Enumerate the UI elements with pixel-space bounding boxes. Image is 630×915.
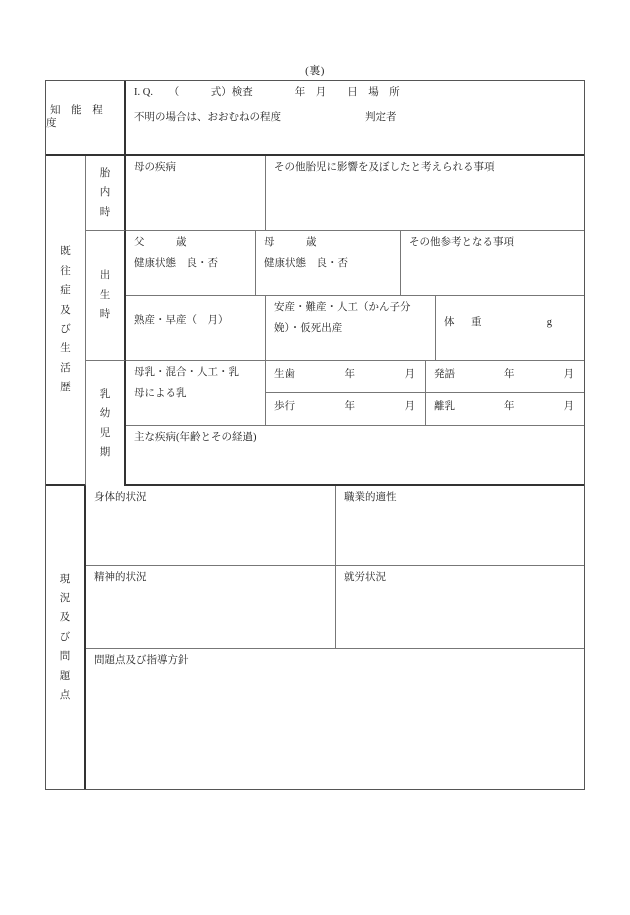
milestone-cell-walking (266, 393, 426, 426)
form-table (45, 80, 585, 790)
other-reference-label: その他参考となる事項 (409, 237, 514, 248)
infancy-label: 乳 幼 児 期 (99, 388, 111, 458)
current-label-cell (46, 486, 86, 789)
term-birth-field: 熟産・早産（ 月） (134, 315, 229, 326)
physical-status-cell (86, 486, 336, 566)
page-side-mark: (裏) (305, 65, 325, 77)
milestone-cell-teeth (266, 361, 426, 393)
milestone-name-speech: 発語 (434, 369, 455, 380)
employment-status-cell (336, 566, 584, 649)
infancy-label-cell (86, 361, 126, 486)
vocational-aptitude-label: 職業的適性 (344, 492, 397, 503)
intelligence-content-cell (126, 81, 584, 156)
main-illness-label: 主な疾病(年齢とその経過) (134, 432, 257, 443)
problems-guidance-label: 問題点及び指導方針 (94, 655, 189, 666)
term-birth-cell (126, 296, 266, 361)
milestone-year-weaning: 年 (504, 401, 515, 412)
delivery-type-line1: 安産・難産・人工（かん子分 (274, 302, 411, 313)
birth-weight-unit: g (546, 317, 552, 328)
prenatal-label-cell (86, 156, 126, 231)
birth-weight-cell (436, 296, 584, 361)
mother-illness-label: 母の疾病 (134, 162, 176, 173)
other-fetal-effects-cell (266, 156, 584, 231)
unknown-degree-line: 不明の場合は、おおむねの程度 判定者 (134, 112, 397, 124)
birth-label: 出 生 時 (99, 270, 111, 321)
milestone-name-teeth: 生歯 (274, 369, 295, 380)
history-label: 既 往 症 及 び 生 活 歴 (60, 246, 71, 394)
delivery-type-line2: 娩）・仮死出産 (274, 323, 343, 335)
milestone-month-speech: 月 (563, 369, 574, 380)
milestone-cell-weaning (426, 393, 584, 426)
iq-test-line: I. Q. （ 式）検査 年 月 日 場 所 (134, 87, 400, 98)
main-illness-cell (126, 426, 584, 486)
milestone-year-speech: 年 (504, 369, 515, 380)
birth-label-cell (86, 231, 126, 361)
milestone-month-walking: 月 (404, 401, 415, 412)
vocational-aptitude-cell (336, 486, 584, 566)
mental-status-cell (86, 566, 336, 649)
other-reference-cell (401, 231, 584, 296)
mother-health-field: 健康状態 良・否 (264, 258, 348, 270)
milestone-cell-speech (426, 361, 584, 393)
feeding-method-line1: 母乳・混合・人工・乳 (134, 367, 239, 378)
milestone-year-walking: 年 (344, 401, 355, 412)
mother-illness-cell (126, 156, 266, 231)
delivery-type-cell (266, 296, 436, 361)
milestone-month-weaning: 月 (563, 401, 574, 412)
problems-guidance-cell (86, 649, 584, 789)
father-age-field: 父 歳 (134, 237, 187, 248)
feeding-method-cell (126, 361, 266, 426)
history-label-cell (46, 156, 86, 486)
milestone-name-weaning: 離乳 (434, 401, 455, 412)
feeding-method-line2: 母による乳 (134, 388, 187, 400)
mother-info-cell (256, 231, 401, 296)
milestone-name-walking: 歩行 (274, 401, 295, 412)
prenatal-label: 胎 内 時 (99, 167, 111, 218)
other-fetal-effects-label: その他胎児に影響を及ぼしたと考えられる事項 (274, 162, 495, 173)
current-label: 現 況 及 び 問 題 点 (59, 573, 71, 702)
birth-weight-label: 体 重 (444, 317, 485, 328)
mental-status-label: 精神的状況 (94, 572, 147, 583)
physical-status-label: 身体的状況 (94, 492, 147, 503)
intelligence-label-cell (46, 81, 126, 156)
milestone-year-teeth: 年 (344, 369, 355, 380)
employment-status-label: 就労状況 (344, 572, 386, 583)
father-info-cell (126, 231, 256, 296)
father-health-field: 健康状態 良・否 (134, 258, 218, 270)
milestone-month-teeth: 月 (404, 369, 415, 380)
mother-age-field: 母 歳 (264, 237, 317, 248)
intelligence-label: 知 能 程 度 (46, 105, 107, 129)
